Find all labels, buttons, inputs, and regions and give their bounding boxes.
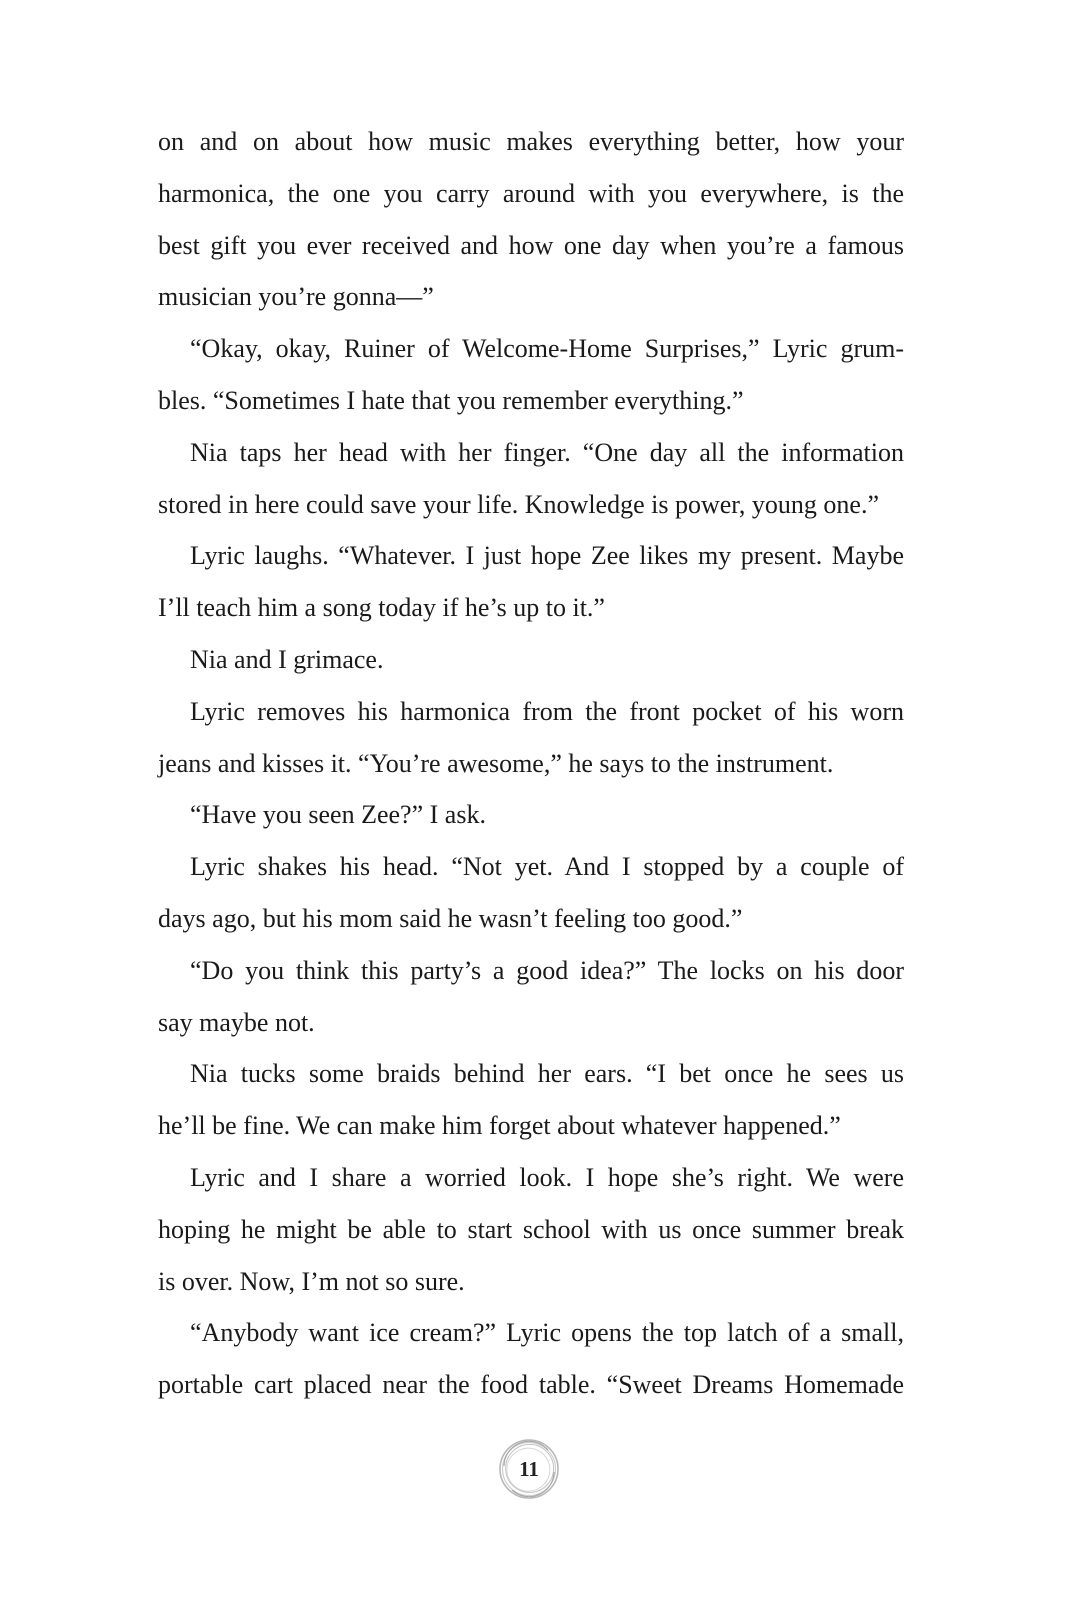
text-line: days ago, but his mom said he wasn’t feeling too good.” xyxy=(158,903,743,933)
text-line: hoping he might be able to start school with us once summer break xyxy=(158,1214,904,1244)
text-line: musician you’re gonna—” xyxy=(158,282,434,312)
paragraph-start-line: Nia tucks some braids behind her ears. “I bet once he sees us xyxy=(190,1059,904,1089)
text-line: jeans and kisses it. “You’re awesome,” he says to the instrument. xyxy=(158,748,834,778)
text-line: on and on about how music makes everything better, how your xyxy=(158,127,904,156)
text-line: stored in here could save your life. Knowledge is power, young one.” xyxy=(158,489,879,519)
paragraph-start-line: Lyric removes his harmonica from the front pocket of his worn xyxy=(190,696,904,726)
page-body-text xyxy=(158,116,904,1411)
text-line: he’ll be fine. We can make him forget about whatever happened.” xyxy=(158,1111,841,1141)
text-line: say maybe not. xyxy=(158,1007,315,1037)
paragraph-start-line: Nia and I grimace. xyxy=(190,644,384,674)
text-line: portable cart placed near the food table. “Sweet Dreams Homemade xyxy=(158,1370,904,1400)
paragraph-start-line: Lyric shakes his head. “Not yet. And I stopped by a couple of xyxy=(190,852,904,882)
paragraph-start-line: Lyric laughs. “Whatever. I just hope Zee likes my present. Maybe xyxy=(190,541,904,571)
text-line: is over. Now, I’m not so sure. xyxy=(158,1266,465,1296)
text-line: harmonica, the one you carry around with you everywhere, is the xyxy=(158,178,904,208)
page-number-badge xyxy=(496,1436,562,1502)
text-line: bles. “Sometimes I hate that you remember everything.” xyxy=(158,385,744,415)
paragraph-start-line: “Do you think this party’s a good idea?” The locks on his door xyxy=(190,955,904,985)
text-line: best gift you ever received and how one day when you’re a famous xyxy=(158,230,904,260)
paragraph-start-line: “Anybody want ice cream?” Lyric opens the top latch of a small, xyxy=(190,1318,904,1348)
text-line: I’ll teach him a song today if he’s up to it.” xyxy=(158,593,605,623)
page-number: 11 xyxy=(519,1457,539,1481)
paragraph-start-line: Nia taps her head with her finger. “One day all the information xyxy=(190,437,904,467)
paragraph-start-line: “Have you seen Zee?” I ask. xyxy=(190,800,486,830)
paragraph-start-line: “Okay, okay, Ruiner of Welcome-Home Surprises,” Lyric grum- xyxy=(190,334,904,364)
paragraph-start-line: Lyric and I share a worried look. I hope she’s right. We were xyxy=(190,1162,904,1192)
